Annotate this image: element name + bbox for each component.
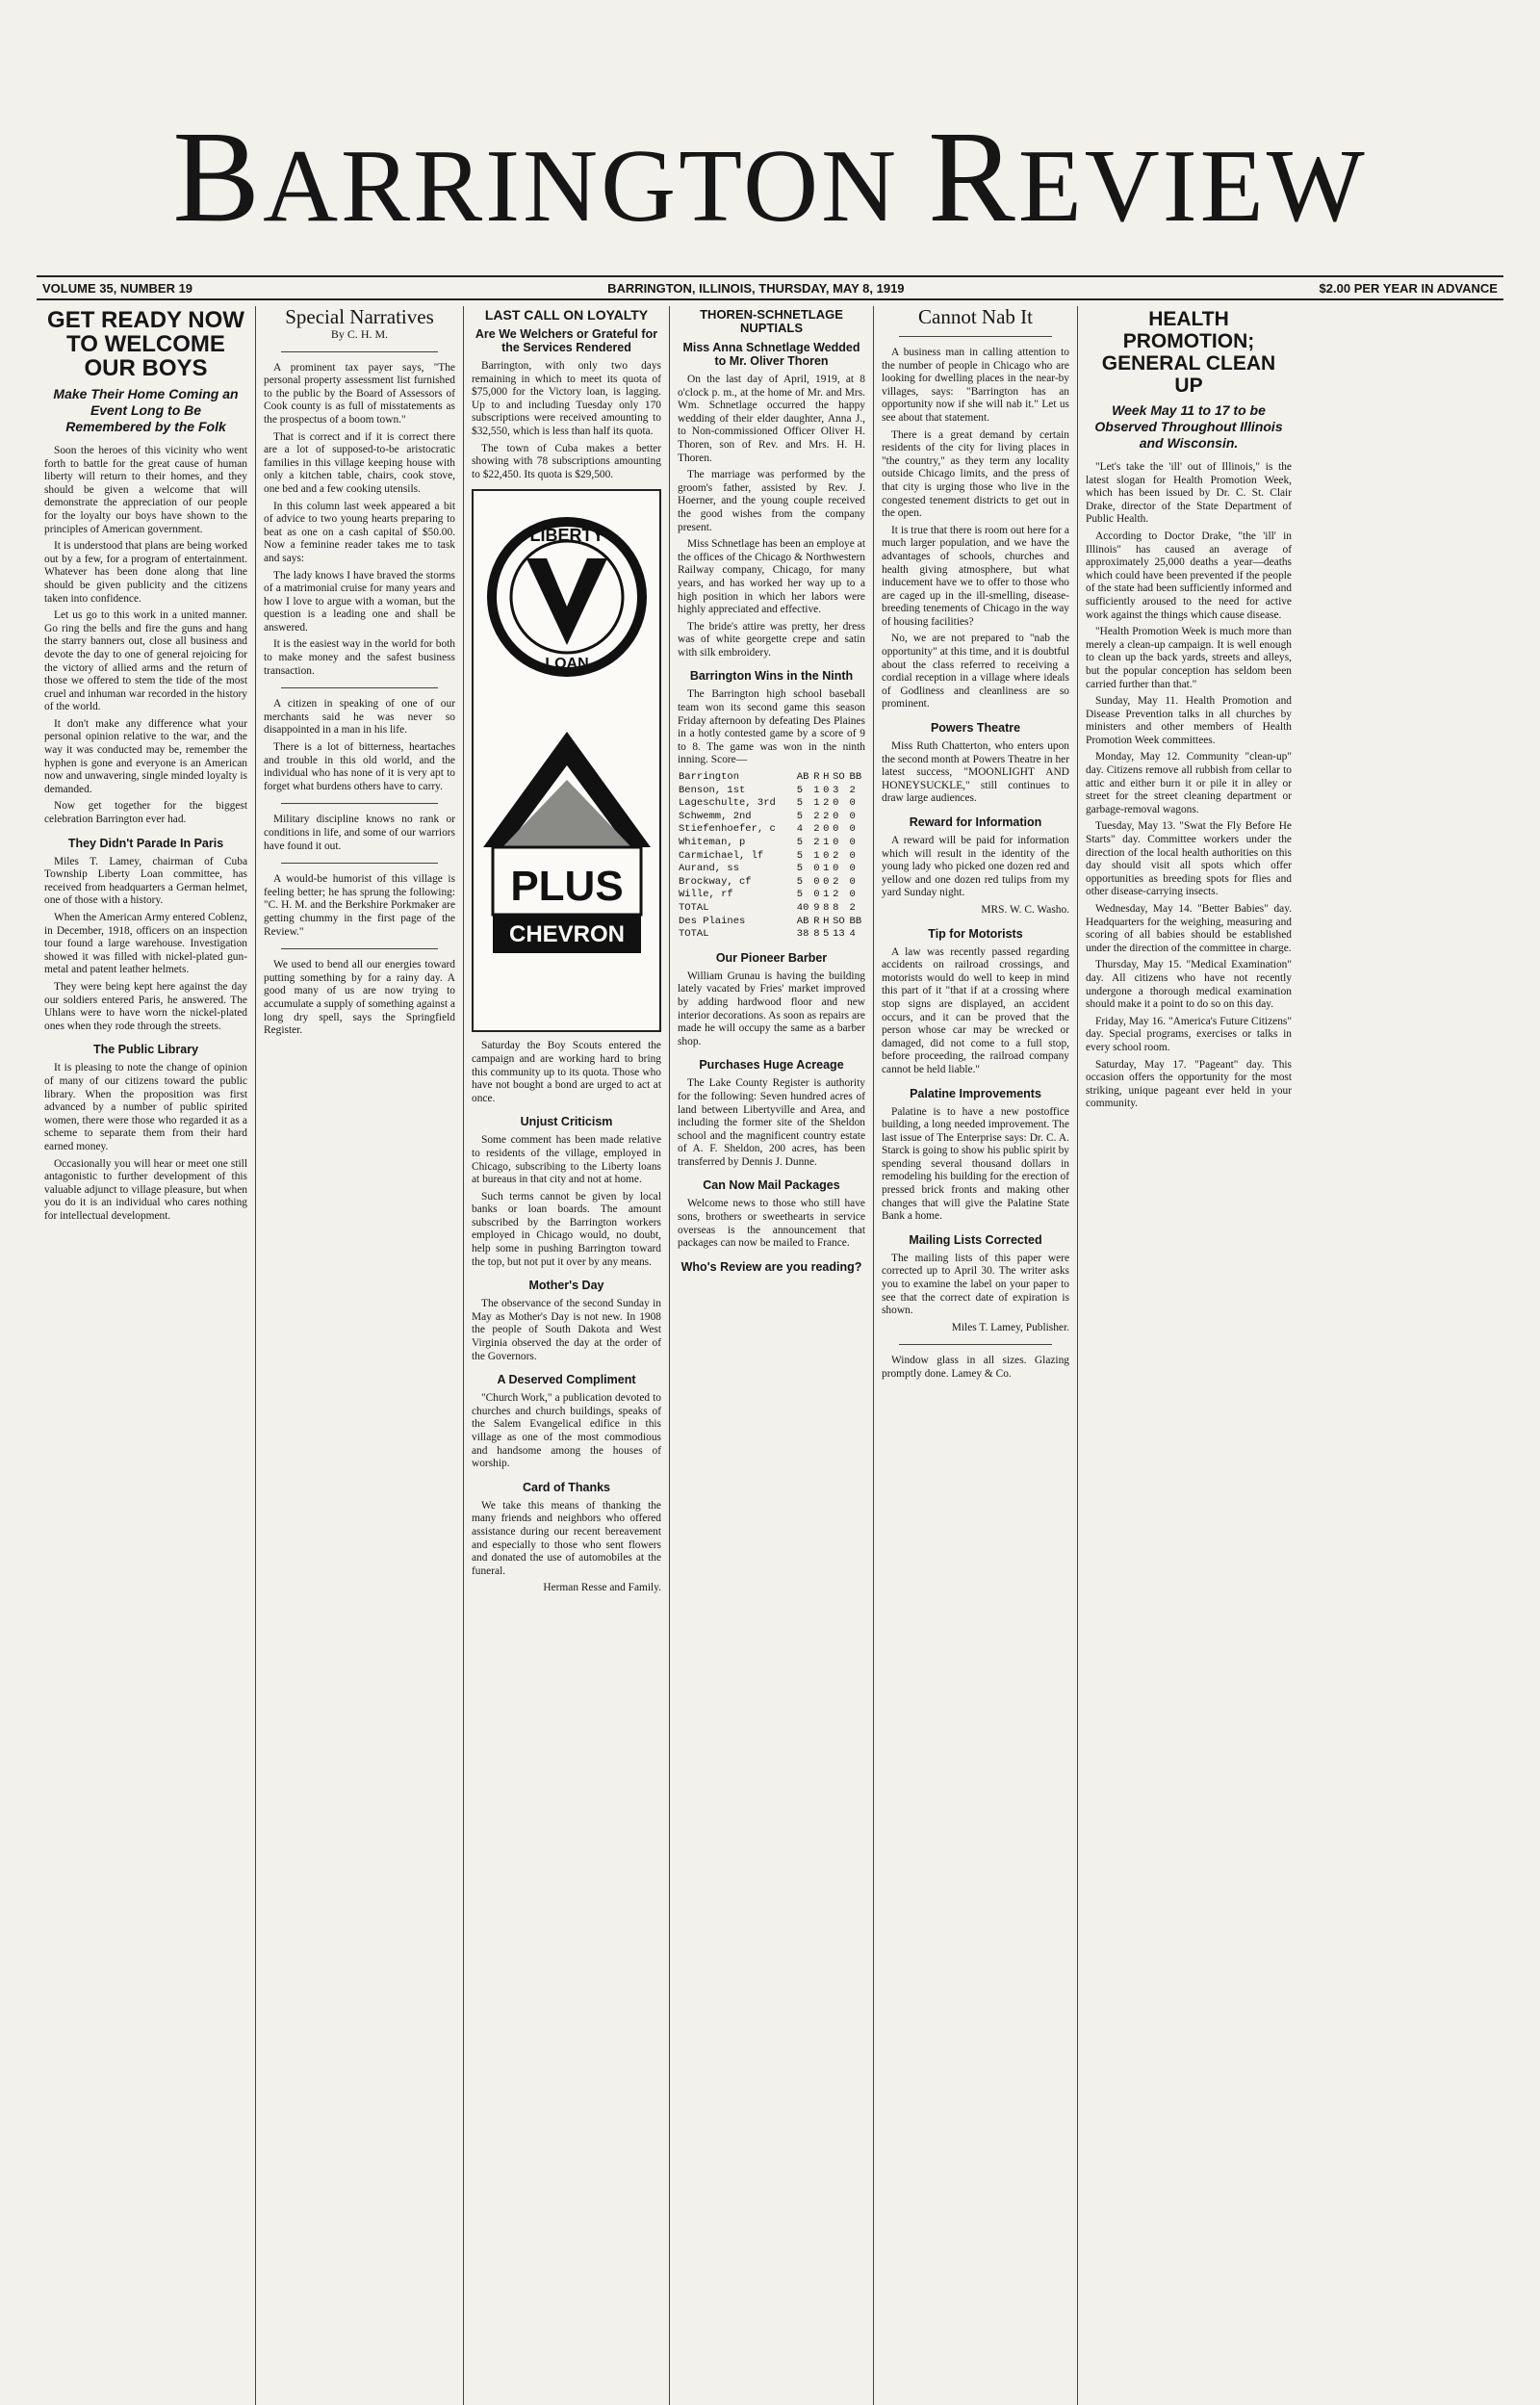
paragraph: The town of Cuba makes a better showing with 78 subscriptions amounting to $22,450. Its quota is $29,500. — [472, 442, 661, 480]
paragraph: Monday, May 12. Community "clean-up" day. Citizens remove all rubbish from cellar to attic and either burn it or pile it in alley or street for the street cleaning department or garbage-removal wagons. — [1086, 751, 1292, 815]
headline-health-promotion: HEALTH PROMOTION; GENERAL CLEAN UP — [1101, 308, 1276, 397]
subhead-reward: Reward for Information — [909, 815, 1042, 829]
headline-nuptials: THOREN-SCHNETLAGE NUPTIALS — [700, 307, 843, 335]
col-h: H — [823, 771, 830, 784]
cell: Whiteman, p — [679, 837, 746, 848]
paragraph: The mailing lists of this paper were corrected up to April 30. The writer asks you to examine the label on your paper to see that the correct date of expiration is shown. — [882, 1252, 1069, 1317]
paragraph: Let us go to this work in a united manner. Go ring the bells and fire the guns and hang the starry banners out, close all business and devote the day to one of general rejoicing for the victory of allied arms and the return of those we offered to stem the tide of the most cruel and inhuman war recorded in the history of the world. — [44, 609, 247, 713]
cell: TOTAL — [679, 901, 709, 914]
cell: 2 — [849, 901, 856, 914]
cell: 5 — [796, 875, 804, 888]
cell: 2 — [833, 889, 839, 901]
place-date: BARRINGTON, ILLINOIS, THURSDAY, MAY 8, 1919 — [607, 280, 905, 296]
cell: 40 — [796, 901, 809, 914]
subhead-mail-packages: Can Now Mail Packages — [703, 1178, 840, 1193]
paragraph: "Health Promotion Week is much more than merely a clean-up campaign. It is well enough to clean up the back yards, streets and alleys, but the popular conception has seldom been carried further than that." — [1086, 626, 1292, 690]
paragraph: A reward will be paid for information which will result in the identity of the young lady who picked one dozen red and yellow and one dozen red tulips from my yard Sunday night. — [882, 835, 1069, 899]
masthead-word-eview: EVIEW — [1017, 129, 1368, 244]
masthead-word-arrington: ARRINGTON — [263, 129, 900, 244]
paragraph: On the last day of April, 1919, at 8 o'clock p. m., at the home of Mr. and Mrs. Wm. Schnetlage occurred the happy wedding of their elder daughter, Anna J., to Non-commissioned Officer Oliver H. Thoren, son of Rev. and Mrs. H. H. Thoren. — [678, 374, 865, 464]
table-total-row — [678, 902, 865, 916]
cell: 1 — [823, 837, 830, 848]
cell: 13 — [833, 928, 845, 941]
paragraph: We take this means of thanking the many friends and neighbors who offered assistance during our recent bereavement and especially to those who sent flowers and donated the use of automobiles at the funeral. — [472, 1499, 661, 1577]
paragraph: There is a great demand by certain residents of the city for living places in "the country," as they term any locality outside Chicago limits, and the press of that city is urging those who live in the congested tenement districts to get out in the open. — [882, 428, 1069, 520]
ad-plus-text: PLUS — [510, 863, 624, 911]
paragraph: A prominent tax payer says, "The personal property assessment list furnished to the public by the Board of Assessors of Cook county is as full of misstatements as the prospectus of a boom town." — [264, 361, 455, 426]
team-name: Barrington — [679, 771, 740, 784]
paragraph: Occasionally you will hear or meet one still antagonistic to further development of this valuable adjunct to village pleasure, but when you do it is an individual who cares nothing for intellectual development. — [44, 1157, 247, 1222]
cell: 2 — [849, 784, 856, 796]
cell: 0 — [849, 889, 856, 901]
paragraph: Wednesday, May 14. "Better Babies" day. Headquarters for the weighing, measuring and scoring of all babies should be established under the direction of the committee in charge. — [1086, 903, 1292, 954]
paragraph: Miss Schnetlage has been an employe at the offices of the Chicago & Northwestern Railway company, Chicago, for many years, and has worked her way up to a high position in which her labors were highly appreciated and effective. — [678, 538, 865, 616]
subhead-welchers: Are We Welchers or Grateful for the Services Rendered — [475, 327, 658, 354]
cell: 5 — [796, 797, 804, 810]
masthead-initial-b: B — [172, 105, 264, 249]
paragraph: Soon the heroes of this vicinity who went forth to battle for the great cause of human liberty will return to their homes, and they should be given a welcome that will demonstrate the appreciation of our people for the loyalty our boys have shown to the principles of American government. — [44, 445, 247, 535]
cell: 1 — [813, 797, 820, 810]
paragraph: William Grunau is having the building lately vacated by Fries' market improved by adding hardwood floor and new interior decorations. As soon as repairs are made he will occupy the same as a barber shop. — [678, 970, 865, 1047]
col-ab: AB — [796, 915, 809, 927]
subhead-palatine: Palatine Improvements — [910, 1086, 1041, 1100]
divider — [281, 948, 438, 949]
paragraph: Military discipline knows no rank or conditions in life, and some of our warriors have found it out. — [264, 814, 455, 852]
subhead-paris: They Didn't Parade In Paris — [67, 836, 224, 850]
cell: 1 — [813, 849, 820, 862]
paragraph: The observance of the second Sunday in May as Mother's Day is not new. In 1908 the people of South Dakota and West Virginia observed the day at the order of the Governors. — [472, 1298, 661, 1362]
paragraph: The bride's attire was pretty, her dress was of white georgette crepe and satin with silk embroidery. — [678, 620, 865, 659]
signature: Miles T. Lamey, Publisher. — [951, 1321, 1069, 1333]
deck-health-promotion: Week May 11 to 17 to be Observed Throughout Illinois and Wisconsin. — [1094, 402, 1283, 451]
subhead-baseball: Barrington Wins in the Ninth — [689, 669, 854, 684]
cell: 2 — [823, 797, 830, 810]
paragraph: Palatine is to have a new postoffice building, a long needed improvement. The last issue of The Enterprise says: Dr. C. A. Starck is going to show his public spirit by spending several thousand dollars in remodeling his building for the erection of pressed brick fronts and making other changes that will give the Palatine State Bank a home. — [882, 1105, 1069, 1223]
paragraph: It is pleasing to note the change of opinion of many of our citizens toward the public library. When the proposition was first advanced by a number of public spirited women, there were those who regarded it as a scheme to separate them from their hard earned money. — [44, 1062, 247, 1152]
paragraph: The Lake County Register is authority for the following: Seven hundred acres of land between Libertyville and Area, and including the former site of the Sheldon school and the magnificent country estate of A. F. Sheldon, 200 acres, has been transferred by Dennis J. Dunne. — [678, 1077, 865, 1168]
cell: 0 — [823, 823, 830, 836]
signature: Herman Resse and Family. — [543, 1582, 661, 1594]
table-row — [678, 823, 865, 837]
subhead-deserved-compliment: A Deserved Compliment — [497, 1373, 636, 1387]
column-last-call-loyalty — [464, 306, 670, 2405]
headline-welcome-boys: GET READY NOW TO WELCOME OUR BOYS — [47, 307, 244, 381]
cell: 2 — [833, 849, 839, 862]
volume-number: VOLUME 35, NUMBER 19 — [42, 280, 193, 296]
paragraph: They were being kept here against the day our soldiers entered Paris, he answered. The Uhlans were to have worn the nickel-plated ones when they rode through the streets. — [44, 980, 247, 1032]
subhead-nuptials: Miss Anna Schnetlage Wedded to Mr. Oliver Thoren — [682, 341, 860, 368]
ad-bottom-text: LOAN — [545, 656, 589, 673]
cell: Brockway, cf — [679, 875, 752, 888]
table-row — [678, 797, 865, 811]
ad-chevron-text: CHEVRON — [508, 921, 626, 948]
divider — [281, 687, 438, 688]
paragraph: It is true that there is room out here for a much larger population, and we have the advantages of schools, churches and health giving atmosphere, but what inducement have we to offer to those who are caged up in the ill-smelling, disease-breeding tenements of Chicago in the way of housing facilities? — [882, 524, 1069, 628]
box-score-barrington — [678, 771, 865, 942]
paragraph: The marriage was performed by the groom's father, assisted by Rev. J. Hoerner, and the young couple received the good wishes from the company present. — [678, 469, 865, 533]
paragraph: "Church Work," a publication devoted to churches and church buildings, speaks of the Salem Evangelical edifice in this village as one of the most commodious and handsome among the houses of worship. — [472, 1392, 661, 1470]
subhead-mothers-day: Mother's Day — [528, 1279, 604, 1293]
cell: 2 — [823, 810, 830, 822]
paragraph: It is the easiest way in the world for both to make money and the safest business transaction. — [264, 638, 455, 677]
cell: 0 — [849, 810, 856, 822]
cell: 8 — [823, 901, 830, 914]
subhead-unjust-criticism: Unjust Criticism — [520, 1115, 613, 1129]
subhead-tip-motorists: Tip for Motorists — [928, 926, 1023, 941]
col-bb: BB — [849, 771, 862, 784]
cell: Lageschulte, 3rd — [679, 797, 776, 810]
masthead — [37, 105, 1503, 249]
cell: 9 — [813, 901, 820, 914]
cell: 0 — [849, 875, 856, 888]
signature: MRS. W. C. Washo. — [981, 903, 1069, 916]
table-row — [678, 837, 865, 850]
cell: 0 — [833, 823, 839, 836]
cell: 2 — [813, 810, 820, 822]
column-cannot-nab-it — [874, 306, 1078, 2405]
subscription-price: $2.00 PER YEAR IN ADVANCE — [1319, 280, 1498, 296]
paragraph: There is a lot of bitterness, heartaches and trouble in this old world, and the individual who has none of it is very apt to forget what burdens others have to carry. — [264, 741, 455, 792]
cell: 2 — [813, 823, 820, 836]
cell: 0 — [823, 875, 830, 888]
divider — [281, 863, 438, 864]
cell: 0 — [833, 797, 839, 810]
cell: 5 — [796, 889, 804, 901]
victory-loan-advertisement — [472, 489, 661, 1032]
team-name: Des Plaines — [679, 915, 746, 927]
table-row — [678, 876, 865, 890]
cell: Aurand, ss — [679, 863, 740, 875]
paragraph: Barrington, with only two days remaining in which to meet its quota of $75,000 for the Victory loan, is lagging. Up to and including Tuesday only 170 subscriptions were received amounting to $32,550, which is less than half its quota. — [472, 360, 661, 437]
masthead-initial-r: R — [928, 105, 1018, 249]
cell: 0 — [813, 863, 820, 875]
cell: 1 — [823, 889, 830, 901]
dateline — [37, 275, 1503, 300]
paragraph: A citizen in speaking of one of our merchants said he was never so disappointed in a man in his life. — [264, 698, 455, 737]
table-row — [678, 811, 865, 824]
cell: 5 — [796, 849, 804, 862]
subhead-public-library: The Public Library — [92, 1043, 199, 1057]
cell: 0 — [849, 797, 856, 810]
cell: 5 — [823, 928, 830, 941]
cell: Wille, rf — [679, 889, 733, 901]
paragraph: That is correct and if it is correct there are a lot of supposed-to-be aristocratic families in this village keeping house with only a kitchen table, chairs, cook stove, one bed and a few cooking utensils. — [264, 430, 455, 495]
cell: 38 — [796, 928, 809, 941]
box-score-header — [678, 771, 865, 785]
columns — [37, 306, 1503, 2405]
table-total-row — [678, 928, 865, 942]
cell: TOTAL — [679, 928, 709, 941]
subhead-card-of-thanks: Card of Thanks — [523, 1480, 610, 1494]
cell: 8 — [813, 928, 820, 941]
footer-review: Who's Review are you reading? — [680, 1259, 862, 1274]
column-health-promotion — [1078, 306, 1299, 2405]
box-score-header — [678, 916, 865, 929]
paragraph: Sunday, May 11. Health Promotion and Disease Prevention talks in all churches by ministers and other members of Health Promotion Week committees. — [1086, 695, 1292, 746]
classified-ad: Window glass in all sizes. Glazing promptly done. Lamey & Co. — [882, 1355, 1069, 1380]
paragraph: Thursday, May 15. "Medical Examination" day. All citizens who have not recently undergone a thorough medical examination should make it a point to do so on this day. — [1086, 959, 1292, 1011]
cell: 0 — [833, 810, 839, 822]
paragraph: Such terms cannot be given by local banks or loan boards. The amount subscribed by the Barrington workers employed in Chicago would, no doubt, help some in pushing Barrington toward the top, but not put it over by any means. — [472, 1190, 661, 1268]
paragraph: We used to bend all our energies toward putting something by for a rainy day. A good many of us are now trying to accumulate a supply of something against a long dry spell, says the Springfield Register. — [264, 959, 455, 1037]
cell: 1 — [813, 784, 820, 796]
paragraph: When the American Army entered Coblenz, in December, 1918, officers on an inspection tour found a large warehouse. Investigation showed it was filled with nickel-plated gun-metal and patent leather helmets. — [44, 912, 247, 976]
cell: 1 — [823, 863, 830, 875]
byline: By C. H. M. — [330, 327, 389, 341]
paragraph: A business man in calling attention to the number of people in Chicago who are looking for dwelling places in the near-by villages, says: "Barrington has an opportunity now if she will nab it." Let us see about that statement. — [882, 347, 1069, 424]
col-h: H — [823, 915, 830, 927]
cell: 8 — [833, 901, 839, 914]
paragraph: The Barrington high school baseball team won its second game this season Friday afternoon by defeating Des Plaines in a hotly contested game by a score of 9 to 8. The game was won in the ninth inning. Score— — [678, 688, 865, 766]
cell: Schwemm, 2nd — [679, 810, 752, 822]
paragraph: Saturday the Boy Scouts entered the campaign and are working hard to bring this community up to its quota. Those who have not bought a bond are urged to act at once. — [472, 1040, 661, 1104]
cell: 3 — [833, 784, 839, 796]
headline-special-narratives: Special Narratives — [285, 306, 434, 328]
cell: 5 — [796, 784, 804, 796]
subhead-powers-theatre: Powers Theatre — [930, 721, 1021, 736]
cell: 0 — [823, 784, 830, 796]
paragraph: Friday, May 16. "America's Future Citizens" day. Special programs, exercises or talks in every school room. — [1086, 1015, 1292, 1053]
col-so: SO — [833, 771, 845, 784]
col-bb: BB — [849, 915, 862, 927]
divider — [281, 351, 438, 352]
table-row — [678, 850, 865, 864]
cell: 0 — [833, 837, 839, 848]
table-row — [678, 785, 865, 798]
cell: 2 — [833, 875, 839, 888]
cell: 5 — [796, 810, 804, 822]
cell: 2 — [813, 837, 820, 848]
cell: Carmichael, lf — [679, 849, 764, 862]
cell: 5 — [796, 837, 804, 848]
cell: 0 — [849, 849, 856, 862]
cell: 0 — [813, 889, 820, 901]
column-welcome-boys — [37, 306, 256, 2405]
victory-loan-emblem — [474, 491, 660, 1026]
subhead-huge-acreage: Purchases Huge Acreage — [699, 1058, 844, 1073]
cell: 0 — [823, 849, 830, 862]
paragraph: Some comment has been made relative to residents of the village, employed in Chicago, subscribing to the Liberty loans at bureaus in that city and not at home. — [472, 1134, 661, 1186]
paragraph: It don't make any difference what your personal opinion relative to the war, and the way it was conducted may be, remember the hyphen is gone and everyone is an American now and unwavering, single minded loyalty is demanded. — [44, 717, 247, 795]
newspaper-page — [37, 27, 1503, 2347]
paragraph: Miss Ruth Chatterton, who enters upon the second month at Powers Theatre in her latest success, "MOONLIGHT AND HONEYSUCKLE," still continues to draw large audiences. — [882, 740, 1069, 805]
subhead-mailing-lists: Mailing Lists Corrected — [909, 1232, 1042, 1247]
paragraph: "Let's take the 'ill' out of Illinois," is the latest slogan for Health Promotion Week, which has been issued by Dr. C. St. Clair Drake, director of the State Department of Public Health. — [1086, 461, 1292, 526]
paragraph: Saturday, May 17. "Pageant" day. This occasion offers the opportunity for the most striking, unique pageant ever held in your community. — [1086, 1058, 1292, 1110]
paragraph: A would-be humorist of this village is feeling better; he has sprung the following: "C. H. M. and the Berkshire Porkmaker are getting chummy in the first page of the Review." — [264, 873, 455, 938]
paragraph: According to Doctor Drake, "the 'ill' in Illinois" has caused an average of approximately 25,000 deaths a year—deaths which could have been prevented if the people of the state had been sufficiently informed and sufficiently aroused to the need for active work against the things which cause disease. — [1086, 530, 1292, 621]
cell: 0 — [849, 863, 856, 875]
headline-cannot-nab-it: Cannot Nab It — [918, 306, 1033, 328]
paragraph: It is understood that plans are being worked out by a few, for a program of entertainment. Whatever has been done along that line should be given publicity and the citizens taken into confidence. — [44, 540, 247, 605]
col-r: R — [813, 771, 820, 784]
deck-welcome-boys: Make Their Home Coming an Event Long to Be Remembered by the Folk — [53, 386, 239, 434]
paragraph: Welcome news to those who still have sons, brothers or sweethearts in service overseas is the announcement that packages can now be mailed to France. — [678, 1198, 865, 1250]
subhead-pioneer-barber: Our Pioneer Barber — [715, 950, 828, 965]
paragraph: A law was recently passed regarding accidents on railroad crossings, and motorists would do well to keep in mind this part of it "that if at a crossing where stop signs are displayed, an accident occurs, and it can be proved that the person whose car may be wrecked or damaged, did not come to a full stop, before proceeding, the railroad company cannot be held liable." — [882, 945, 1069, 1075]
table-row — [678, 863, 865, 876]
cell: 4 — [796, 823, 804, 836]
paragraph: The lady knows I have braved the storms of a matrimonial cruise for many years and how I love to argue with a woman, but the question is a leading one and shall be answered. — [264, 569, 455, 634]
column-special-narratives — [256, 306, 464, 2405]
cell: 5 — [796, 863, 804, 875]
cell: Benson, 1st — [679, 784, 746, 796]
cell: 0 — [849, 823, 856, 836]
divider — [281, 803, 438, 804]
divider — [899, 336, 1052, 337]
cell: 4 — [849, 928, 856, 941]
col-so: SO — [833, 915, 845, 927]
ad-top-text: LIBERTY — [529, 526, 604, 546]
cell: 0 — [849, 837, 856, 848]
cell: 0 — [813, 875, 820, 888]
col-ab: AB — [796, 771, 809, 784]
paragraph: Miles T. Lamey, chairman of Cuba Township Liberty Loan committee, has received from headquarters a German helmet, one of those with a history. — [44, 855, 247, 907]
article-welcome-body — [44, 445, 247, 827]
paragraph: Tuesday, May 13. "Swat the Fly Before He Starts" day. Committee workers under the direction of the local health authorities on this day should visit all spots which offer opportunities as breeding spots for flies and other disease-carrying insects. — [1086, 820, 1292, 898]
cell: 0 — [833, 863, 839, 875]
table-row — [678, 889, 865, 902]
column-nuptials — [670, 306, 874, 2405]
col-r: R — [813, 915, 820, 927]
headline-last-call: LAST CALL ON LOYALTY — [484, 307, 649, 323]
divider — [899, 1344, 1052, 1345]
paragraph: Now get together for the biggest celebration Barrington ever had. — [44, 800, 247, 826]
paragraph: No, we are not prepared to "nab the opportunity" at this time, and it is doubtful about the class referred to receiving a cordial reception in a village where ideals of Godliness and cleanliness are so prominent. — [882, 633, 1069, 711]
cell: Stiefenhoefer, c — [679, 823, 776, 836]
paragraph: In this column last week appeared a bit of advice to two young hearts preparing to beat as one on a cash capital of $50.00. Now a feminine reader takes me to task and says: — [264, 500, 455, 564]
